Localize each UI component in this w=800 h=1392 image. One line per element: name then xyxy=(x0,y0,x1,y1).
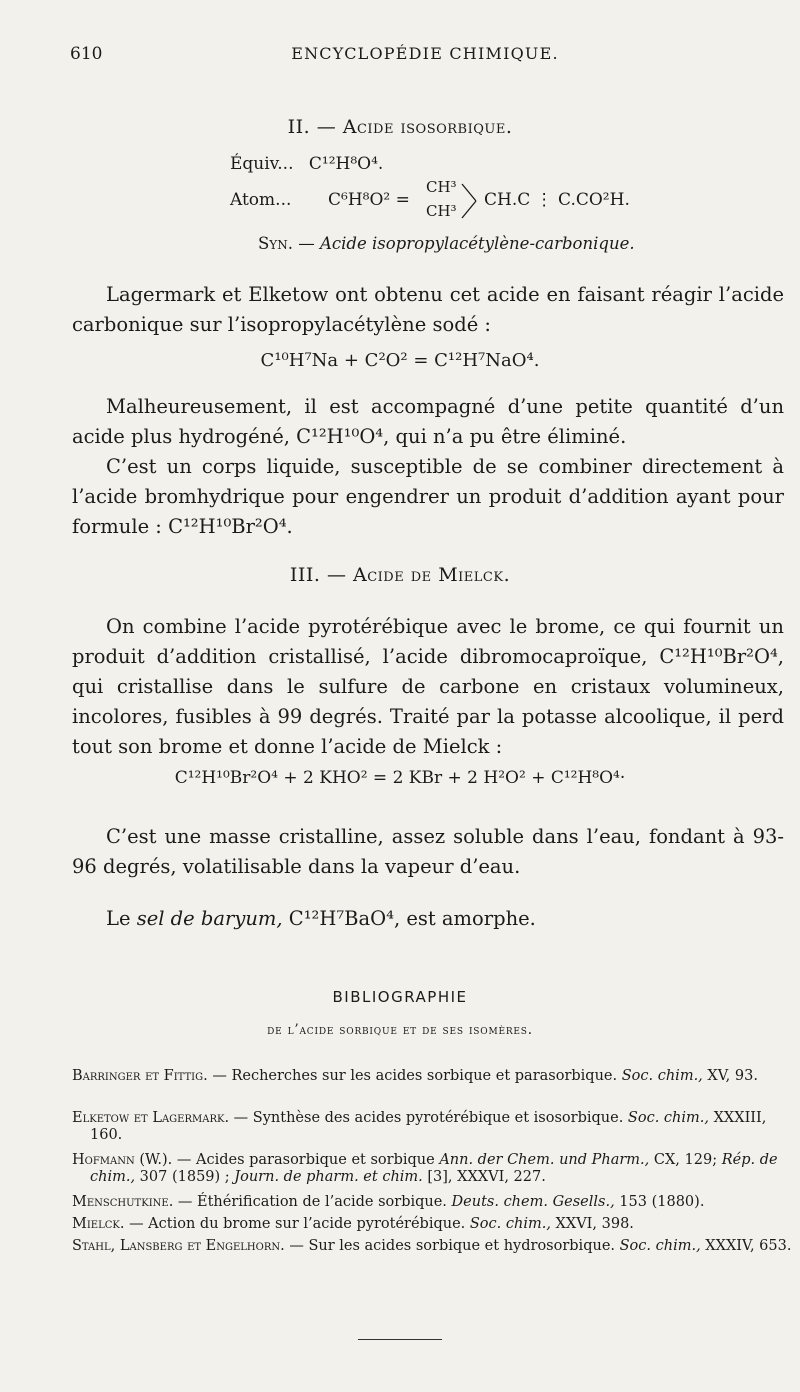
syn-dash: — xyxy=(292,234,320,253)
section-number: III. — xyxy=(289,564,353,586)
equation: C¹⁰H⁷Na + C²O² = C¹²H⁷NaO⁴. xyxy=(260,350,540,371)
ref-tail: XXVI, 398. xyxy=(550,1216,634,1232)
bibliography-entry xyxy=(72,1068,798,1085)
branch-bracket-icon xyxy=(460,182,480,220)
atom-ch3-top: CH³ xyxy=(426,178,457,196)
ref-text: — Sur les acides sorbique et hydrosorbique. xyxy=(284,1238,620,1254)
running-title: ENCYCLOPÉDIE CHIMIQUE. xyxy=(291,44,559,63)
paragraph xyxy=(72,904,784,934)
ref-text: — Acides parasorbique et sorbique xyxy=(172,1152,440,1168)
equiv-formula-line xyxy=(230,154,383,174)
syn-label: Syn. xyxy=(258,234,293,253)
text-span: C¹²H⁷BaO⁴, est amorphe. xyxy=(282,907,536,930)
section-title-word: Acide xyxy=(353,564,405,586)
ref-source: Soc. chim., xyxy=(621,1068,703,1084)
section-title-acide-isosorbique xyxy=(0,116,800,138)
bibliography-subtitle: de l’acide sorbique et de ses isomères. xyxy=(267,1022,533,1038)
atom-ch3-bottom: CH³ xyxy=(426,202,457,220)
ref-text: — Synthèse des acides pyrotérébique et isosorbique. xyxy=(229,1110,628,1126)
section-title-word: Acide xyxy=(342,116,394,138)
section-title-acide-de-mielck xyxy=(0,564,800,586)
ref-source: Ann. der Chem. und Pharm., xyxy=(439,1152,650,1168)
ref-text: — Éthérification de l’acide sorbique. xyxy=(173,1194,452,1210)
section-title-word: isosorbique. xyxy=(393,116,513,138)
end-rule xyxy=(358,1339,442,1340)
syn-name: Acide isopropylacétylène-carbonique. xyxy=(319,234,635,253)
ref-text: — Action du brome sur l’acide pyrotérébique. xyxy=(124,1216,470,1232)
paragraph: C’est un corps liquide, susceptible de se combiner directement à l’acide bromhydrique pour engendrer un produit d’addition ayant pour formule : C¹²H¹⁰Br²O⁴. xyxy=(72,455,784,538)
equiv-label: Équiv... xyxy=(230,154,294,174)
ref-tail: 153 (1880). xyxy=(614,1194,705,1210)
paragraph: On combine l’acide pyrotérébique avec le brome, ce qui fournit un produit d’addition cristallisé, l’acide dibromocaproïque, C¹²H¹⁰Br²O⁴, qui cristallise dans le sulfure de carbone en cristaux volumineux, incolores, fusibles à 99 degrés. Traité par la potasse alcoolique, il perd tout son brome et donne l’acide de Mielck : xyxy=(72,615,784,758)
section-title-word: de xyxy=(404,564,439,586)
bibliography-entry xyxy=(72,1216,798,1233)
ref-authors: Stahl, Lansberg et Engelhorn. xyxy=(72,1238,285,1254)
italic-term: sel de baryum, xyxy=(136,907,283,930)
ref-tail: XXXIV, 653. xyxy=(700,1238,792,1254)
synonym-line xyxy=(258,234,635,253)
page-number: 610 xyxy=(70,44,103,64)
ref-authors: Elketow et Lagermark. xyxy=(72,1110,230,1126)
bibliography-title: BIBLIOGRAPHIE xyxy=(332,988,468,1006)
ref-text: — Recherches sur les acides sorbique et parasorbique. xyxy=(207,1068,622,1084)
atom-formula-right: CH.C ⋮ C.CO²H. xyxy=(484,190,630,210)
ref-authors: Mielck. xyxy=(72,1216,125,1232)
ref-tail: XV, 93. xyxy=(702,1068,758,1084)
paragraph: Lagermark et Elketow ont obtenu cet acide en faisant réagir l’acide carbonique sur l’isopropylacétylène sodé : xyxy=(72,283,784,336)
equation: C¹²H¹⁰Br²O⁴ + 2 KHO² = 2 KBr + 2 H²O² + C¹²H⁸O⁴· xyxy=(174,768,626,788)
bibliography-entry xyxy=(72,1194,798,1211)
text-span: Le xyxy=(106,907,137,930)
ref-authors: Barringer et Fittig. xyxy=(72,1068,208,1084)
section-title-word: Mielck. xyxy=(438,564,511,586)
page-header xyxy=(70,44,780,74)
ref-source: Journ. de pharm. et chim. xyxy=(234,1169,423,1185)
ref-source: Soc. chim., xyxy=(627,1110,709,1126)
paragraph: C’est une masse cristalline, assez soluble dans l’eau, fondant à 93-96 degrés, volatilisable dans la vapeur d’eau. xyxy=(72,825,784,878)
equiv-formula: C¹²H⁸O⁴. xyxy=(308,154,384,174)
bibliography-entry xyxy=(72,1152,798,1186)
ref-source: Soc. chim., xyxy=(469,1216,551,1232)
bibliography-entry xyxy=(72,1110,798,1144)
ref-source: Soc. chim., xyxy=(619,1238,701,1254)
atom-formula-left: C⁶H⁸O² = xyxy=(328,190,410,210)
section-number: II. — xyxy=(287,116,343,138)
ref-authors: Hofmann (W.). xyxy=(72,1152,173,1168)
ref-tail: [3], XXXVI, 227. xyxy=(422,1169,546,1185)
bibliography-entry xyxy=(72,1238,798,1255)
ref-tail: CX, 129; xyxy=(649,1152,722,1168)
atom-label: Atom... xyxy=(230,190,292,210)
ref-tail: XXXIII, 160. xyxy=(90,1110,767,1143)
paragraph: Malheureusement, il est accompagné d’une petite quantité d’un acide plus hydrogéné, C¹²H¹⁰O⁴, qui n’a pu être éliminé. xyxy=(72,395,784,448)
ref-source: Deuts. chem. Gesells., xyxy=(451,1194,615,1210)
ref-authors: Menschutkine. xyxy=(72,1194,174,1210)
ref-tail: 307 (1859) ; xyxy=(135,1169,235,1185)
ref-source: Rép. de chim., xyxy=(90,1152,778,1185)
